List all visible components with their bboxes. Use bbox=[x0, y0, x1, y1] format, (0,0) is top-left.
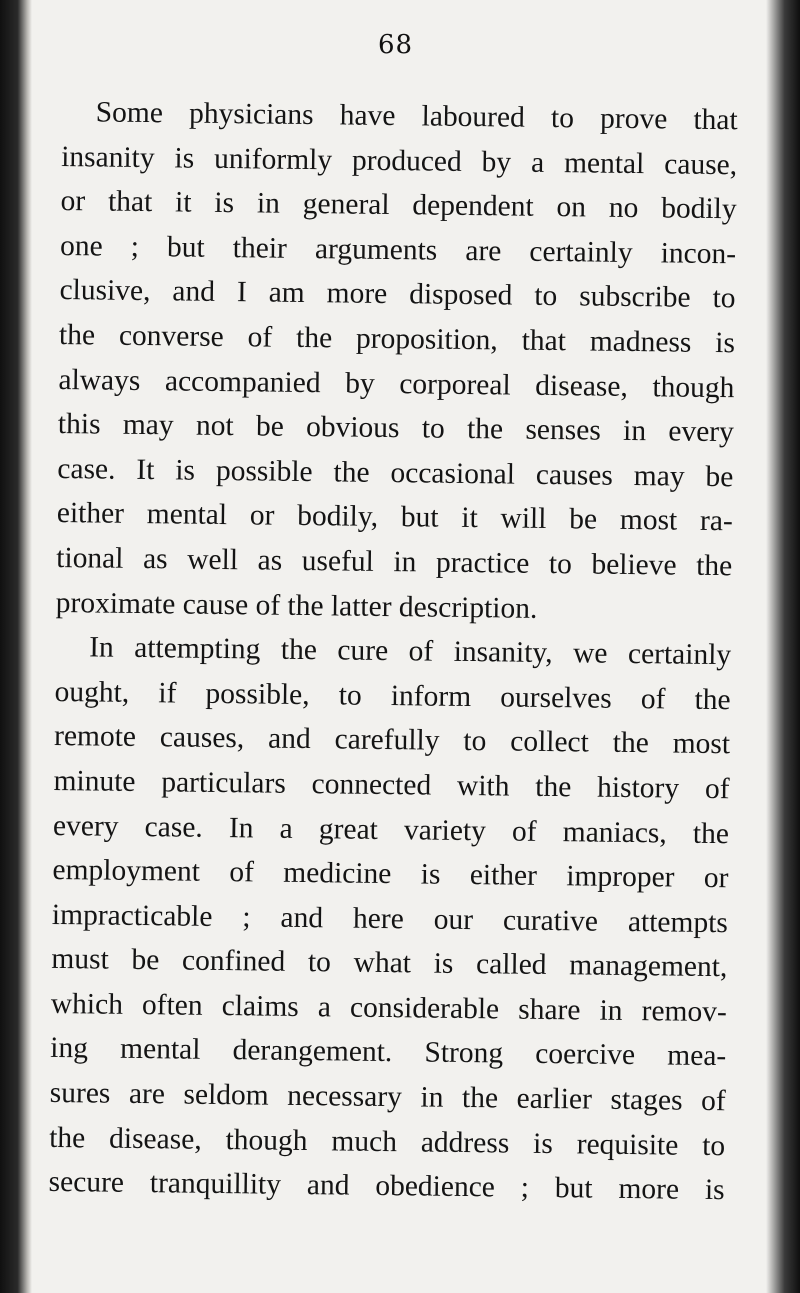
text-line: remote causes, and carefully to collect the most bbox=[53, 720, 731, 761]
text-line: Some physicians have laboured to prove that bbox=[95, 96, 738, 137]
text-line: the converse of the proposition, that madness is bbox=[58, 318, 736, 360]
text-line: always accompanied by corporeal disease, though bbox=[58, 363, 735, 404]
text-line: case. It is possible the occasional causes may be bbox=[57, 452, 734, 493]
page-number: 68 bbox=[378, 30, 414, 60]
text-line: impracticable ; and here our curative attempts bbox=[51, 898, 729, 939]
text-line: which often claims a considerable share in remov- bbox=[50, 987, 727, 1029]
body-text bbox=[48, 90, 738, 1213]
text-line: clusive, and I am more disposed to subscribe to bbox=[59, 274, 736, 315]
text-line: proximate cause of the latter description. bbox=[55, 586, 538, 625]
text-line: every case. In a great variety of maniacs, the bbox=[52, 809, 730, 850]
text-line: one ; but their arguments are certainly incon- bbox=[59, 229, 737, 271]
text-line: either mental or bodily, but it will be most ra- bbox=[56, 497, 733, 538]
text-line: In attempting the cure of insanity, we certainly bbox=[88, 631, 732, 672]
text-line: tional as well as useful in practice to believe the bbox=[56, 541, 733, 583]
text-line: this may not be obvious to the senses in every bbox=[57, 408, 735, 449]
text-line: sures are seldom necessary in the earlier stages of bbox=[49, 1076, 726, 1118]
text-line: employment of medicine is either improper or bbox=[52, 854, 729, 895]
text-line: ought, if possible, to inform ourselves of the bbox=[54, 675, 731, 716]
text-line: must be confined to what is called management, bbox=[51, 943, 728, 984]
text-line: ing mental derangement. Strong coercive mea- bbox=[50, 1032, 727, 1073]
text-line: insanity is uniformly produced by a mental cause, bbox=[60, 140, 738, 181]
text-line: secure tranquillity and obedience ; but more is bbox=[48, 1166, 725, 1207]
text-line: minute particulars connected with the history of bbox=[53, 764, 730, 806]
text-line: or that it is in general dependent on no bodily bbox=[60, 185, 737, 226]
text-line: the disease, though much address is requisite to bbox=[49, 1121, 726, 1162]
